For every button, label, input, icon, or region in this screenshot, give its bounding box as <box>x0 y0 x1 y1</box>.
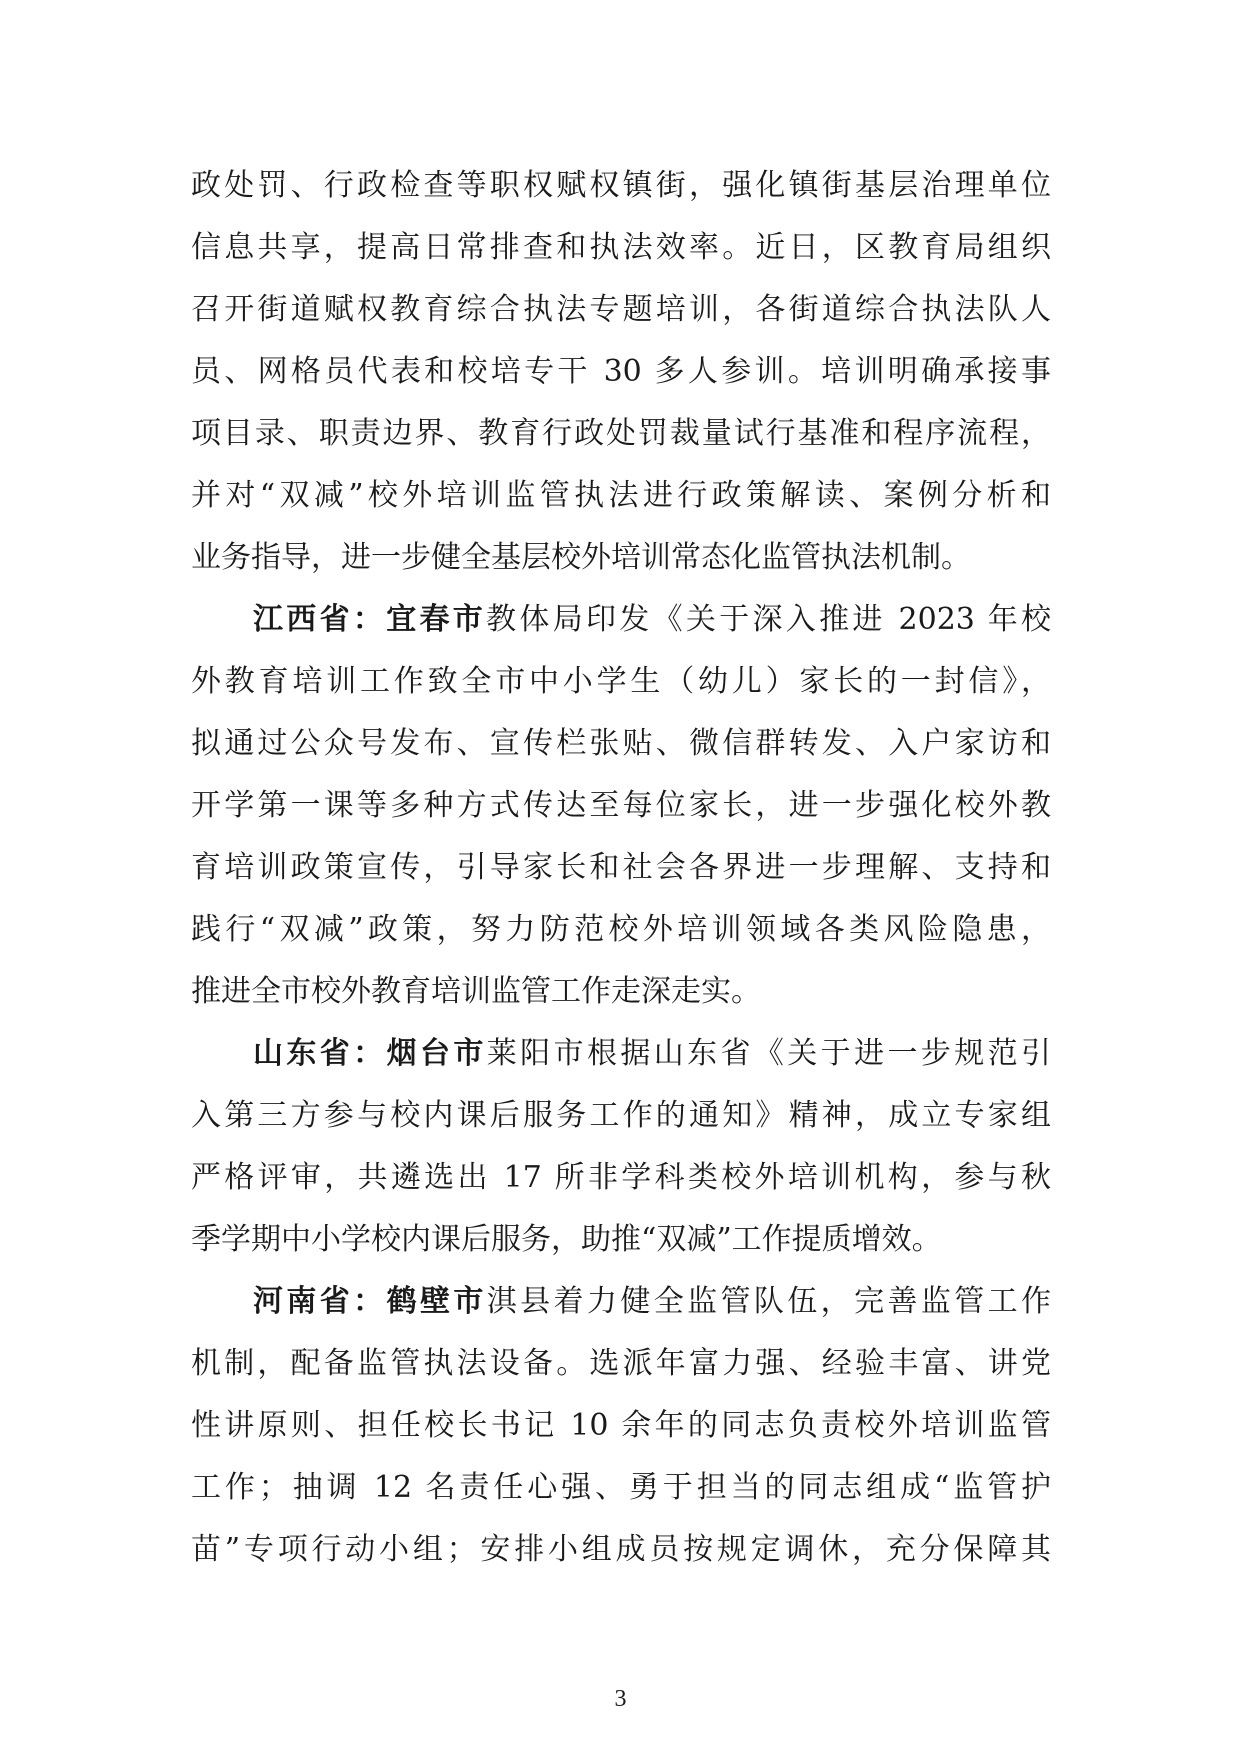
province-label: 江西省： <box>253 602 387 637</box>
line-text: 践行“双减”政策，努力防范校外培训领域各类风险隐患， <box>191 912 1051 947</box>
text-line <box>191 1395 1051 1457</box>
text-line <box>191 217 1051 279</box>
text-line <box>191 1085 1051 1147</box>
line-text: 开学第一课等多种方式传达至每位家长，进一步强化校外教 <box>191 788 1051 823</box>
text-line <box>191 279 1051 341</box>
province-label: 河南省： <box>253 1284 387 1319</box>
line-text: 项目录、职责边界、教育行政处罚裁量试行基准和程序流程， <box>191 416 1051 451</box>
text-line <box>191 155 1051 217</box>
line-text: 入第三方参与校内课后服务工作的通知》精神，成立专家组 <box>191 1098 1051 1133</box>
text-line <box>191 1209 1051 1271</box>
page-number: 3 <box>614 1686 627 1712</box>
paragraph-shandong-first-line <box>253 1023 1051 1085</box>
line-text: 外教育培训工作致全市中小学生（幼儿）家长的一封信》， <box>191 664 1051 699</box>
line-text: 性讲原则、担任校长书记 10 余年的同志负责校外培训监管 <box>191 1408 1051 1443</box>
line-text: 育培训政策宣传，引导家长和社会各界进一步理解、支持和 <box>191 850 1051 885</box>
text-line <box>191 837 1051 899</box>
text-line <box>191 651 1051 713</box>
text-line <box>191 1147 1051 1209</box>
line-text: 工作；抽调 12 名责任心强、勇于担当的同志组成“监管护 <box>191 1470 1051 1505</box>
line-text: 教体局印发《关于深入推进 2023 年校 <box>486 602 1051 637</box>
city-label: 宜春市 <box>386 602 487 637</box>
city-label: 烟台市 <box>386 1036 487 1071</box>
text-line <box>191 341 1051 403</box>
text-line <box>191 1519 1051 1581</box>
text-line <box>191 775 1051 837</box>
text-line <box>191 527 1051 589</box>
paragraph-jiangxi-first-line <box>253 589 1051 651</box>
line-text: 淇县着力健全监管队伍，完善监管工作 <box>486 1284 1051 1319</box>
line-text: 召开街道赋权教育综合执法专题培训，各街道综合执法队人 <box>191 292 1051 327</box>
text-line <box>191 465 1051 527</box>
text-line <box>191 713 1051 775</box>
text-line <box>191 403 1051 465</box>
line-text: 信息共享，提高日常排查和执法效率。近日，区教育局组织 <box>191 230 1051 265</box>
text-line <box>191 1457 1051 1519</box>
line-text: 季学期中小学校内课后服务，助推“双减”工作提质增效。 <box>191 1222 942 1257</box>
line-text: 员、网格员代表和校培专干 30 多人参训。培训明确承接事 <box>191 354 1051 389</box>
line-text: 严格评审，共遴选出 17 所非学科类校外培训机构，参与秋 <box>191 1160 1051 1195</box>
line-text: 机制，配备监管执法设备。选派年富力强、经验丰富、讲党 <box>191 1346 1051 1381</box>
line-text: 推进全市校外教育培训监管工作走深走实。 <box>191 974 761 1009</box>
line-text: 并对“双减”校外培训监管执法进行政策解读、案例分析和 <box>191 478 1051 513</box>
text-line <box>191 899 1051 961</box>
paragraph-henan-first-line <box>253 1271 1051 1333</box>
line-text: 拟通过公众号发布、宣传栏张贴、微信群转发、入户家访和 <box>191 726 1051 761</box>
line-text: 业务指导，进一步健全基层校外培训常态化监管执法机制。 <box>191 540 971 575</box>
line-text: 苗”专项行动小组；安排小组成员按规定调休，充分保障其 <box>191 1532 1051 1567</box>
province-label: 山东省： <box>253 1036 387 1071</box>
city-label: 鹤壁市 <box>386 1284 487 1319</box>
text-line <box>191 961 1051 1023</box>
line-text: 政处罚、行政检查等职权赋权镇街，强化镇街基层治理单位 <box>191 168 1051 203</box>
line-text: 莱阳市根据山东省《关于进一步规范引 <box>486 1036 1051 1071</box>
text-line <box>191 1333 1051 1395</box>
